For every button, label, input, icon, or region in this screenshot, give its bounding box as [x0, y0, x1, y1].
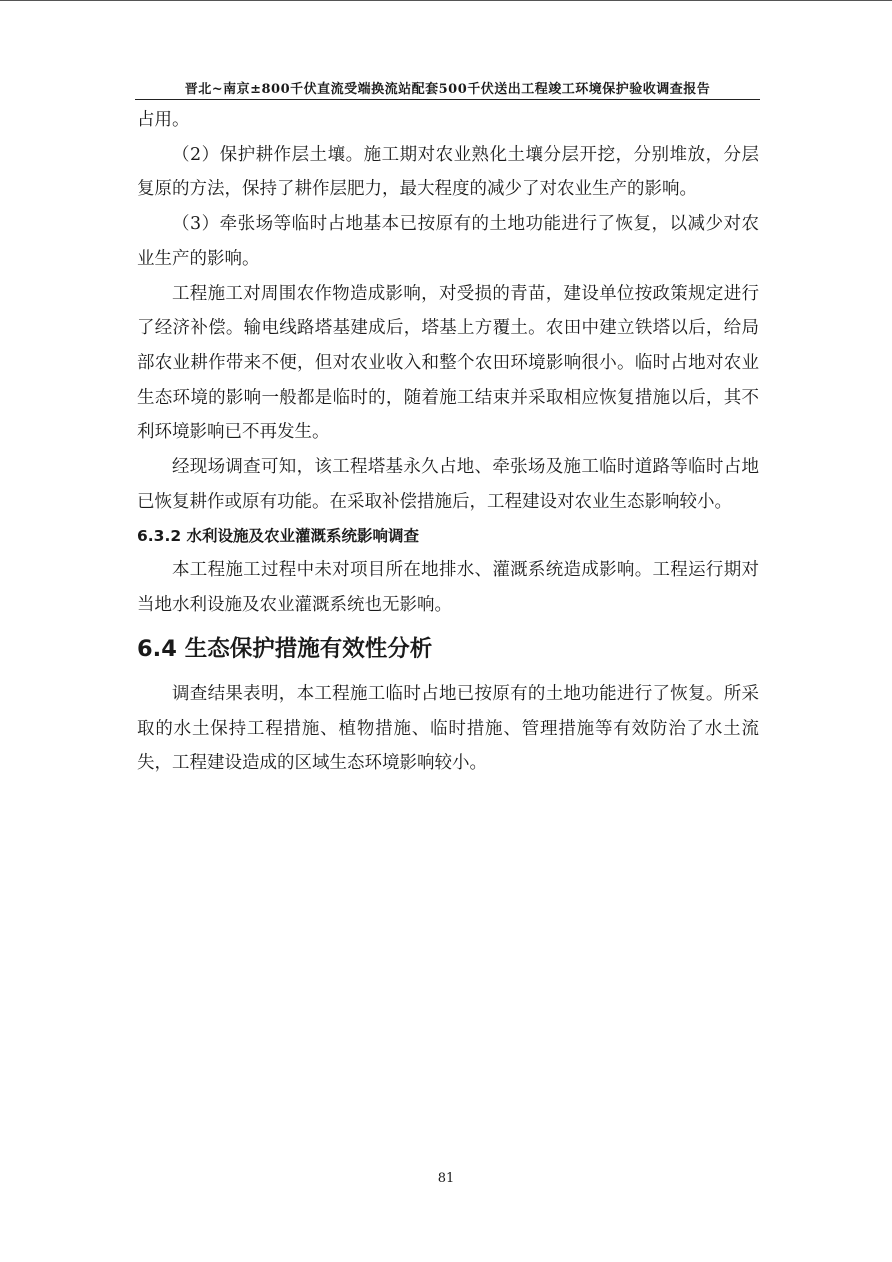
paragraph-protect-topsoil: （2）保护耕作层土壤。施工期对农业熟化土壤分层开挖，分别堆放，分层复原的方法，保持了耕作层肥力，最大程度的减少了对农业生产的影响。	[137, 144, 759, 200]
page-number: 81	[437, 1171, 455, 1186]
page-body	[137, 103, 759, 781]
paragraph-continued: 占用。	[137, 110, 190, 130]
paragraph-temporary-land-restoration: （3）牵张场等临时占地基本已按原有的土地功能进行了恢复，以减少对农业生产的影响。	[137, 214, 759, 269]
paragraph-effectiveness: 调查结果表明，本工程施工临时占地已按原有的土地功能进行了恢复。所采取的水土保持工程措施、植物措施、临时措施、管理措施等有效防治了水土流失，工程建设造成的区域生态环境影响较小。	[137, 683, 759, 774]
header-rule	[135, 99, 760, 100]
paragraph-irrigation: 本工程施工过程中未对项目所在地排水、灌溉系统造成影响。工程运行期对当地水利设施及农业灌溉系统也无影响。	[137, 560, 759, 616]
running-header: 晋北~南京±800千伏直流受端换流站配套500千伏送出工程竣工环境保护验收调查报告	[184, 82, 711, 97]
page-top-border	[0, 0, 892, 1]
paragraph-site-survey: 经现场调查可知，该工程塔基永久占地、牵张场及施工临时道路等临时占地已恢复耕作或原有功能。在采取补偿措施后，工程建设对农业生态影响较小。	[137, 457, 759, 512]
section-heading-6-4: 6.4 生态保护措施有效性分析	[137, 635, 433, 662]
paragraph-crop-impact: 工程施工对周围农作物造成影响，对受损的青苗，建设单位按政策规定进行了经济补偿。输电线路塔基建成后，塔基上方覆土。农田中建立铁塔以后，给局部农业耕作带来不便，但对农业收入和整个农田环境影响很小。临时占地对农业生态环境的影响一般都是临时的，随着施工结束并采取相应恢复措施以后，其不利环境影响已不再发生。	[137, 283, 759, 443]
section-heading-6-3-2: 6.3.2 水利设施及农业灌溉系统影响调查	[137, 527, 420, 546]
